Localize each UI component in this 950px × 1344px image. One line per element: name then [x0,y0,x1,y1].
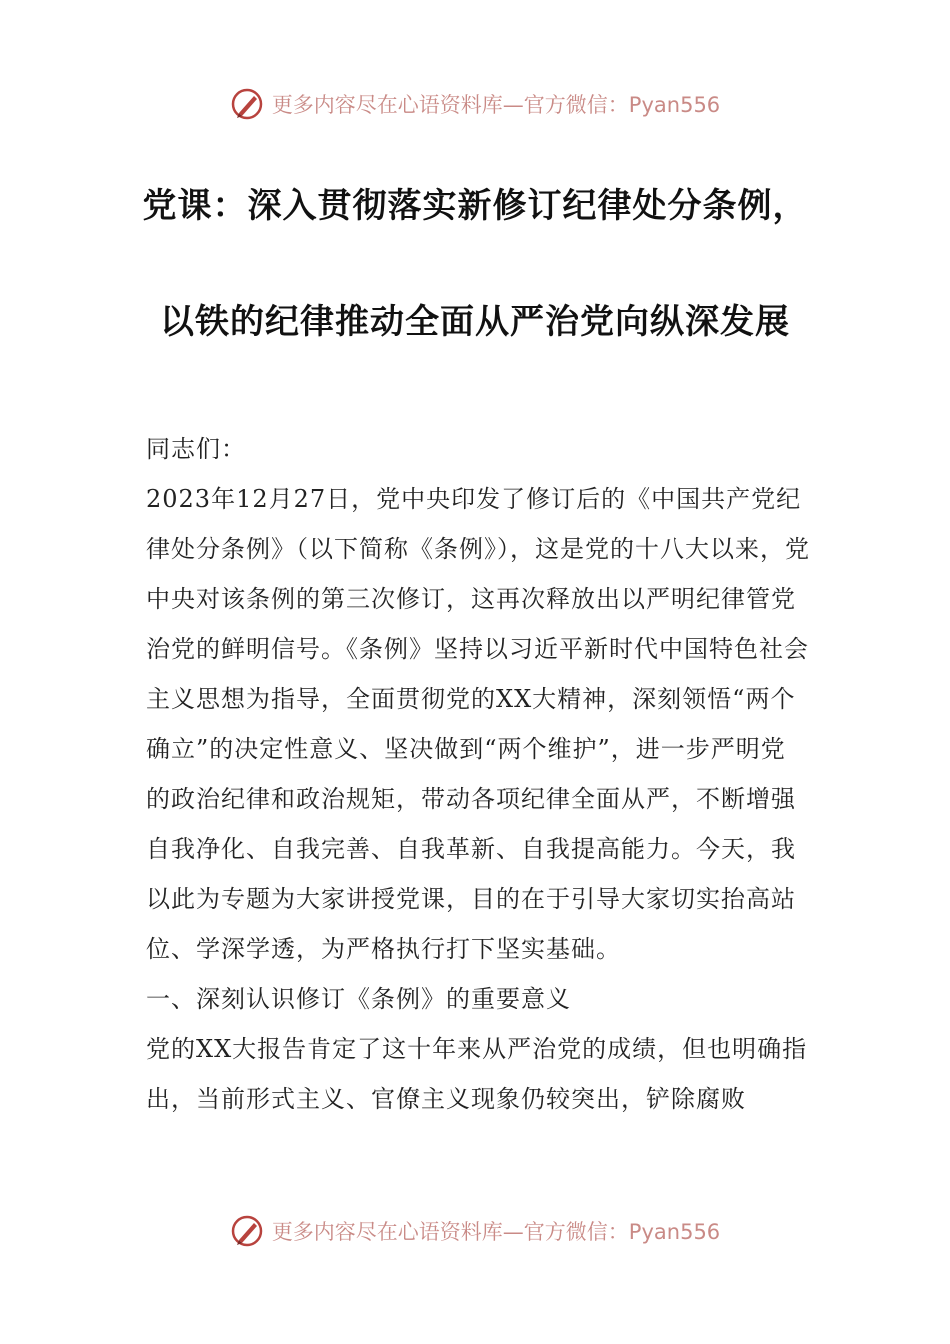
document-title-line-2: 以铁的纪律推动全面从严治党向纵深发展 [160,302,790,342]
top-watermark-banner [0,82,950,126]
paragraph-intro: 2023年12月27日，党中央印发了修订后的《中国共产党纪律处分条例》（以下简称《条例》），这是党的十八大以来，党中央对该条例的第三次修订，这再次释放出以严明纪律管党治党的鲜明信号。《条例》坚持以习近平新时代中国特色社会主义思想为指导，全面贯彻党的XX大精神，深刻领悟“两个确立”的决定性意义、坚决做到“两个维护”，进一步严明党的政治纪律和政治规矩，带动各项纪律全面从严，不断增强自我净化、自我完善、自我革新、自我提高能力。今天，我以此为专题为大家讲授党课，目的在于引导大家切实抬高站位、学深学透，为严格执行打下坚实基础。 [146,485,810,963]
pen-logo-icon [230,87,264,121]
salutation: 同志们： [146,435,246,463]
document-title-line-1: 党课：深入贯彻落实新修订纪律处分条例， [142,186,808,226]
section-heading-1: 一、深刻认识修订《条例》的重要意义 [146,985,571,1013]
document-body [146,424,810,1124]
bottom-watermark-banner [0,1209,950,1253]
paragraph-section-1: 党的XX大报告肯定了这十年来从严治党的成绩，但也明确指出，当前形式主义、官僚主义现象仍较突出，铲除腐败 [146,1035,808,1113]
bottom-watermark-text: 更多内容尽在心语资料库—官方微信：Pyan556 [271,1220,721,1244]
pen-logo-icon [230,1214,264,1248]
top-watermark-text: 更多内容尽在心语资料库—官方微信：Pyan556 [271,93,721,117]
